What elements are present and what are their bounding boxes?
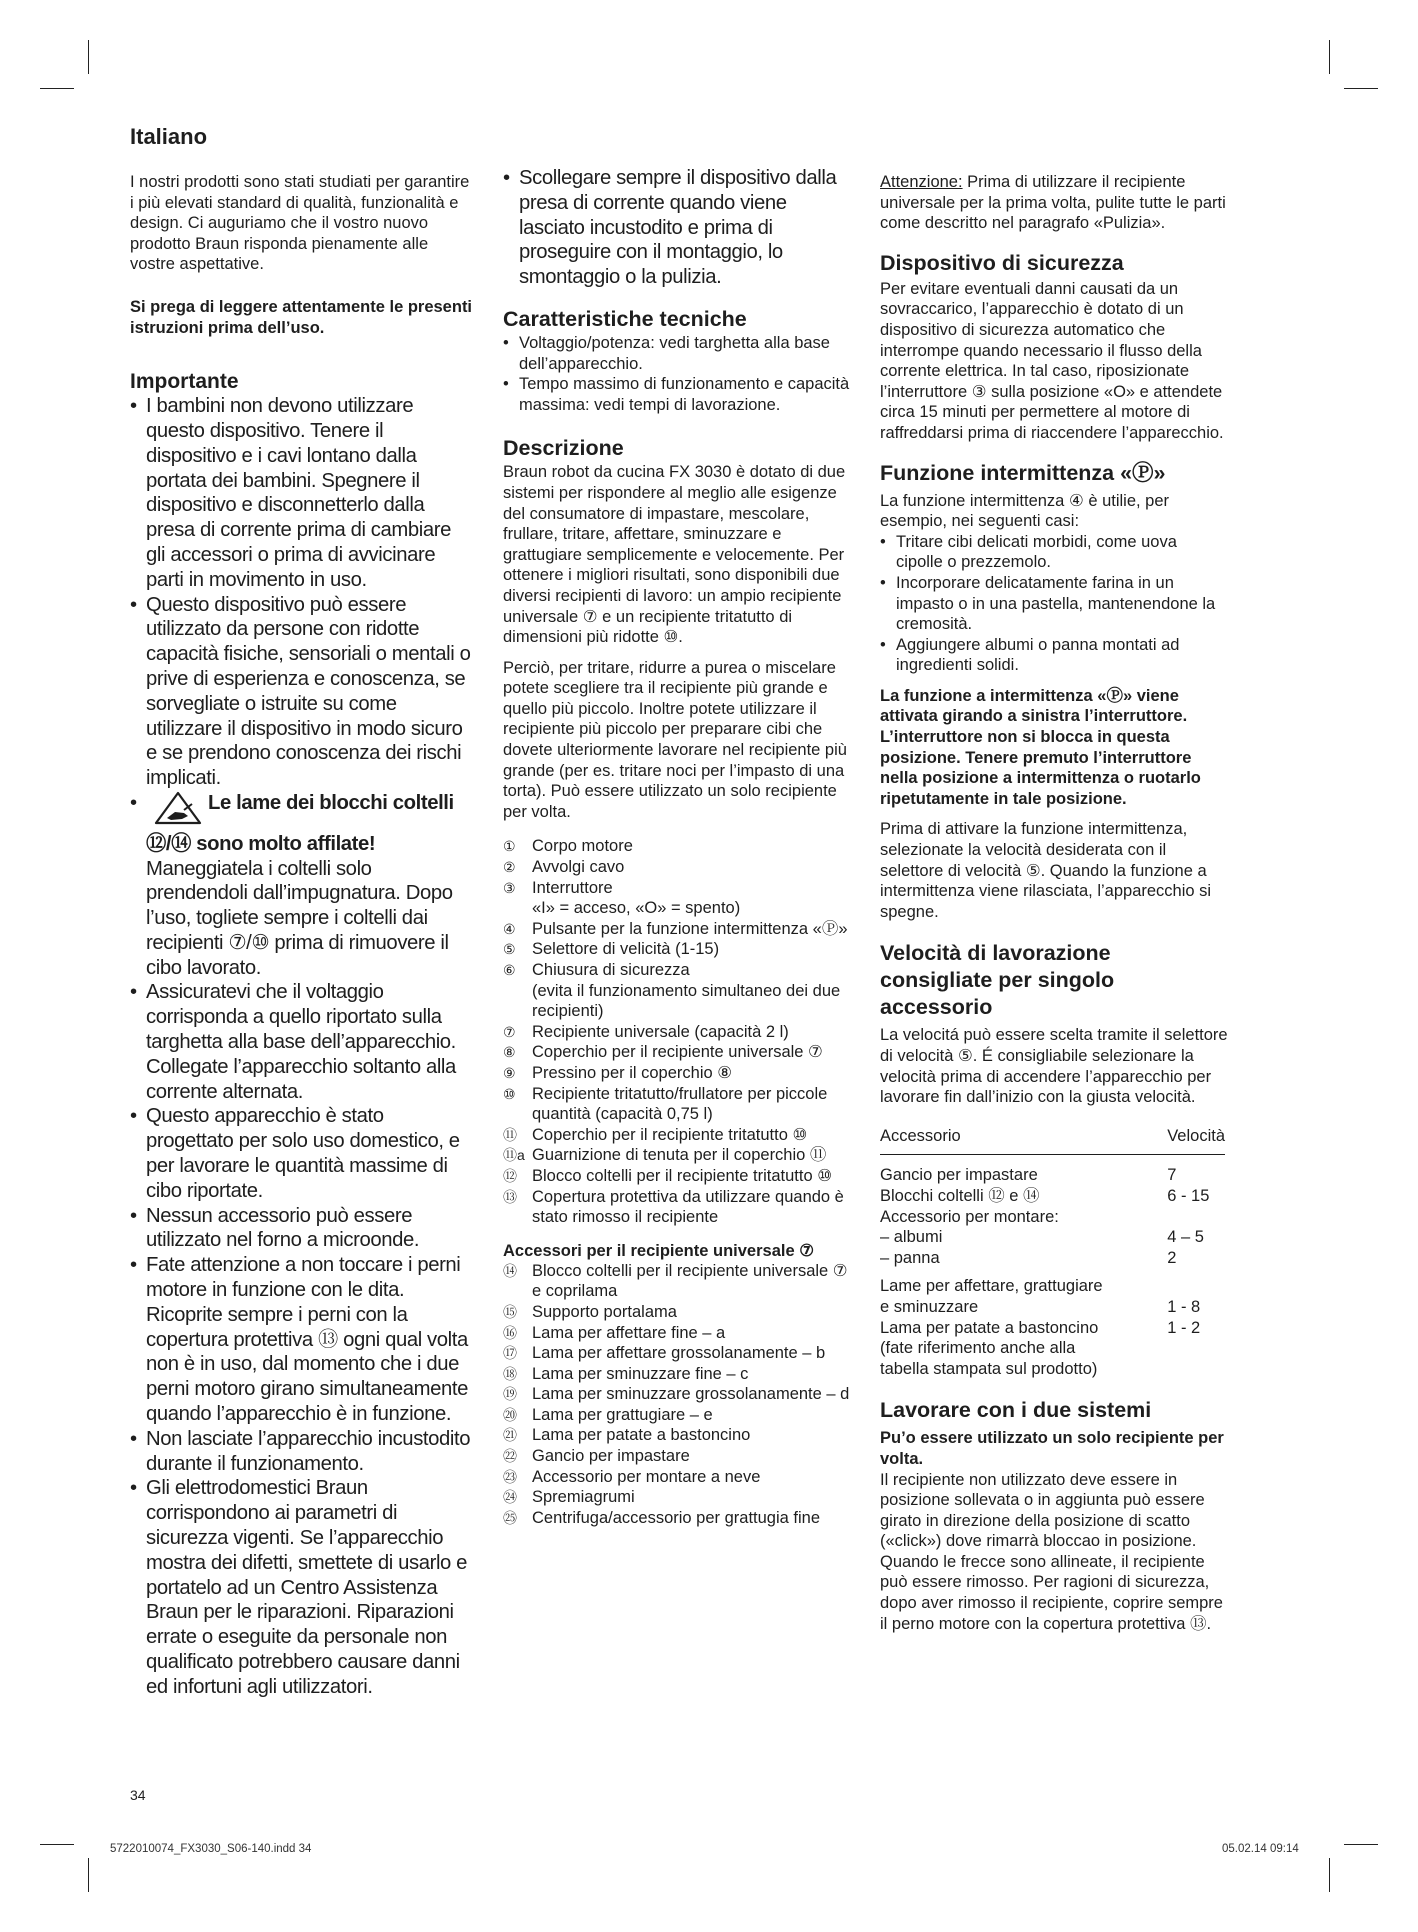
list-item: • Assicuratevi che il voltaggio corrisponda a quello riportato sulla targhetta alla base dell’apparecchio. Collegate l’apparecchio soltanto alla corrente alternata.: [130, 980, 475, 1104]
two-systems-bold: Pu’o essere utilizzato un solo recipiente per volta.: [880, 1429, 1224, 1468]
table-row: – panna 2: [880, 1248, 1177, 1267]
list-item: • Tempo massimo di funzionamento e capacità massima: vedi tempi di lavorazione.: [503, 374, 851, 415]
accessory-item: ⑳ Lama per grattugiare – e: [503, 1405, 713, 1424]
accessory-item: ㉒ Gancio per impastare: [503, 1447, 690, 1466]
column-2: [503, 166, 851, 1528]
part-item: ⑬ Copertura protettiva da utilizzare quando è stato rimosso il recipiente: [503, 1187, 844, 1227]
part-item: ⑤ Selettore di velicità (1-15): [503, 940, 720, 959]
crop-mark: [40, 1844, 74, 1845]
slug-file: 5722010074_FX3030_S06-140.indd 34: [110, 1843, 312, 1855]
attention-label: Attenzione:: [880, 173, 963, 191]
accessory-item: ㉑ Lama per patate a bastoncino: [503, 1426, 751, 1445]
accessory-item: ㉕ Centrifuga/accessorio per grattugia fine: [503, 1508, 820, 1527]
accessory-item: ⑱ Lama per sminuzzare fine – c: [503, 1364, 749, 1383]
read-notice: Si prega di leggere attentamente le presenti istruzioni prima dell’uso.: [130, 297, 473, 337]
list-item: • Tritare cibi delicati morbidi, come uova cipolle o prezzemolo.: [880, 532, 1228, 573]
important-heading: Importante: [130, 370, 239, 394]
part-item: «I» = acceso, «O» = spento): [532, 899, 741, 918]
safety-heading: Dispositivo di sicurezza: [880, 250, 1124, 275]
slug-date: 05.02.14 09:14: [1222, 1843, 1299, 1855]
crop-mark: [88, 1858, 89, 1892]
table-row: Gancio per impastare 7: [880, 1166, 1177, 1185]
accessory-item: ㉔ Spremiagrumi: [503, 1488, 635, 1507]
description-heading: Descrizione: [503, 436, 624, 461]
tech-heading: Caratteristiche tecniche: [503, 306, 747, 331]
list-item: • Fate attenzione a non toccare i perni motore in funzione con le dita. Ricoprite sempre i perni con la copertura protettiva ⑬ ogni qual volta non è in uso, dal momento che i due perni motoro girano simultaneamente quando l’apparecchio è in funzione.: [130, 1253, 475, 1427]
page-number: 34: [130, 1787, 146, 1803]
pulse-heading: Funzione intermittenza «Ⓟ»: [880, 460, 1166, 485]
part-item: ⑪ Coperchio per il recipiente tritatutto ⑩: [503, 1125, 808, 1144]
crop-mark: [88, 40, 89, 74]
crop-mark: [1329, 40, 1330, 74]
tech-list: [503, 333, 851, 415]
safety-text: Per evitare eventuali danni causati da un sovraccarico, l’apparecchio è dotato di un dispositivo di sicurezza automatico che interrompe quando necessario il flusso della corrente elettrica. In tal caso, riposizionate l’interruttore ③ sulla posizione «O» e attendete circa 15 minuti per permettere al motore di raffreddarsi prima di riaccendere l’apparecchio.: [880, 279, 1224, 442]
table-row: Accessorio per montare:: [880, 1207, 1059, 1226]
list-item: • Incorporare delicatamente farina in un impasto o in una pastella, mantenendone la cremosità.: [880, 573, 1228, 635]
list-item: • Questo apparecchio è stato progettato per solo uso domestico, e per lavorare le quantità massime di cibo riportate.: [130, 1104, 475, 1203]
part-item: ⑦ Recipiente universale (capacità 2 l): [503, 1022, 789, 1041]
crop-mark: [1344, 1844, 1378, 1845]
important-list: [130, 394, 475, 1699]
part-item: ② Avvolgi cavo: [503, 858, 625, 877]
list-item: • Aggiungere albumi o panna montati ad ingredienti solidi.: [880, 635, 1228, 676]
accessory-item: ⑲ Lama per sminuzzare grossolanamente – d: [503, 1385, 850, 1404]
attention-note: Attenzione: Prima di utilizzare il recipiente universale per la prima volta, pulite tutte le parti come descritto nel paragrafo «Pulizia».: [880, 173, 1226, 233]
description-text-2: Perciò, per tritare, ridurre a purea o miscelare potete scegliere tra il recipiente più grande e quello più piccolo. Inoltre potete utilizzare il recipiente più piccolo per preparare cibi che dovete ulteriormente lavorare nel recipiente più grande (per es. tritare noci per l’impasto di una torta). Può essere utilizzato un solo recipiente per volta.: [503, 658, 847, 821]
column-1: [130, 172, 475, 1700]
blade-warning-text: Maneggiatela i coltelli solo prendendoli dall’impugnatura. Dopo l’uso, togliete sempre i coltelli dai recipienti ⑦/⑩ prima di rimuovere il cibo lavorato.: [146, 857, 453, 979]
crop-mark: [40, 88, 74, 89]
part-item: ⑩ Recipiente tritatutto/frullatore per piccole quantità (capacità 0,75 l): [503, 1084, 828, 1124]
accessory-item: ⑰ Lama per affettare grossolanamente – b: [503, 1344, 826, 1363]
table-row: – albumi 4 – 5: [880, 1228, 1204, 1247]
crop-mark: [1329, 1858, 1330, 1892]
crop-mark: [1344, 88, 1378, 89]
list-item: • Non lasciate l’apparecchio incustodito durante il funzionamento.: [130, 1427, 475, 1477]
description-text: Braun robot da cucina FX 3030 è dotato di due sistemi per rispondere al meglio alle esigenze del consumatore di impastare, mescolare, frullare, tritare, affettare, sminuzzare e grattugiare semplicemente e velocemente. Per ottenere i migliori risultati, sono disponibili due diversi recipienti di lavoro: un ampio recipiente universale ⑦ e un recipiente tritatutto di dimensioni più ridotte ⑩.: [503, 463, 846, 647]
two-systems-text: Il recipiente non utilizzato deve essere in posizione sollevata o in aggiunta può essere girato in direzione della posizione di scatto («click») dove rimarrà bloccao in posizione. Quando le frecce sono allineate, il recipiente può essere rimosso. Per ragioni di sicurezza, dopo aver rimosso il recipiente, coprire sempre il perno motore con la copertura protettiva ⑬.: [880, 1470, 1223, 1633]
part-item: ⑨ Pressino per il coperchio ⑧: [503, 1063, 733, 1082]
speed-table: [880, 1126, 1225, 1380]
column-3: [880, 172, 1228, 1634]
part-item: (evita il funzionamento simultaneo dei due recipienti): [532, 981, 841, 1021]
accessory-item: ㉓ Accessorio per montare a neve: [503, 1467, 761, 1486]
table-row: Blocchi coltelli ⑫ e ⑭ 6 - 15: [880, 1186, 1210, 1205]
language-heading: Italiano: [130, 124, 208, 149]
pulse-bold-note: La funzione a intermittenza «Ⓟ» viene attivata girando a sinistra l’interruttore. L’interruttore non si blocca in questa posizione. Tenere premuto l’interruttore nella posizione a intermittenza o ruotarlo ripetutamente in tale posizione.: [880, 686, 1201, 808]
part-item: ⑫ Blocco coltelli per il recipiente tritatutto ⑩: [503, 1166, 833, 1185]
two-systems-heading: Lavorare con i due sistemi: [880, 1398, 1152, 1423]
list-item: • Voltaggio/potenza: vedi targhetta alla base dell’apparecchio.: [503, 333, 851, 374]
pulse-intro: La funzione intermittenza ④ è utilie, per esempio, nei seguenti casi:: [880, 491, 1170, 531]
accessory-item: ⑮ Supporto portalama: [503, 1302, 677, 1321]
table-header: [880, 1126, 1225, 1155]
intro-text: I nostri prodotti sono stati studiati per garantire i più elevati standard di qualità, funzionalità e design. Ci auguriamo che il vostro nuovo prodotto Braun risponda pienamente alle vostre aspettative.: [130, 173, 470, 274]
list-item: • Scollegare sempre il dispositivo dalla presa di corrente quando viene lasciato incustodito e prima di proseguire con il montaggio, lo smontaggio o la pulizia.: [503, 166, 851, 290]
part-item: ⑧ Coperchio per il recipiente universale ⑦: [503, 1043, 823, 1062]
accessory-item: ⑯ Lama per affettare fine – a: [503, 1323, 726, 1342]
list-item: • Gli elettrodomestici Braun corrispondono ai parametri di sicurezza vigenti. Se l’apparecchio mostra dei difetti, smettete di usarlo e portatelo ad un Centro Assistenza Braun per le riparazioni. Riparazioni errate o eseguite da personale non qualificato potrebbero causare danni ed infortuni agli utilizzatori.: [130, 1476, 475, 1699]
part-item: ④ Pulsante per la funzione intermittenza «Ⓟ»: [503, 919, 848, 938]
part-item: ③ Interruttore: [503, 878, 613, 897]
accessories-heading: Accessori per il recipiente universale ⑦: [503, 1241, 815, 1260]
list-item: • I bambini non devono utilizzare questo dispositivo. Tenere il dispositivo e i cavi lontano dalla portata dei bambini. Spegnere il dispositivo e disconnetterlo dalla presa di corrente prima di cambiare gli accessori o prima di avvicinare parti in movimento in uso.: [130, 394, 475, 592]
table-row: (fate riferimento anche alla tabella stampata sul prodotto): [880, 1339, 1098, 1378]
table-head-accessory: Accessorio: [880, 1126, 1167, 1155]
speed-heading: Velocità di lavorazione consigliate per singolo accessorio: [880, 941, 1115, 1020]
part-item: ① Corpo motore: [503, 837, 633, 856]
unplug-list: [503, 166, 851, 290]
part-item: ⑪a Guarnizione di tenuta per il coperchio ⑪: [503, 1146, 827, 1165]
table-head-speed: Velocità: [1167, 1126, 1225, 1155]
hand-warning-icon: [154, 791, 202, 832]
list-item: • Questo dispositivo può essere utilizzato da persone con ridotte capacità fisiche, sensoriali o mentali o prive di esperienza e conoscenza, se sorvegliate o istruite su come utilizzare il dispositivo in modo sicuro e se prendono conoscenza dei rischi implicati.: [130, 593, 475, 791]
parts-list: [503, 836, 851, 1227]
table-row: e sminuzzare 1 - 8: [880, 1297, 1201, 1316]
table-row: Lama per patate a bastoncino 1 - 2: [880, 1318, 1201, 1337]
accessories-list: [503, 1261, 851, 1529]
table-row: Lame per affettare, grattugiare: [880, 1277, 1103, 1296]
accessory-item: ⑭ Blocco coltelli per il recipiente universale ⑦ e coprilama: [503, 1261, 848, 1301]
pulse-text-2: Prima di attivare la funzione intermittenza, selezionate la velocità desiderata con il selettore di velocità ⑤. Quando la funzione a intermittenza viene rilasciata, l’apparecchio si spegne.: [880, 820, 1212, 921]
list-item: [130, 791, 475, 981]
blade-warning-title: Le lame dei blocchi coltelli ⑫/⑭ sono molto affilate!: [146, 791, 454, 855]
speed-text: La velocitá può essere scelta tramite il selettore di velocità ⑤. É consigliabile selezionare la velocità prima di accendere l’apparecchio per lavorare fin dall’inizio con la giusta velocità.: [880, 1026, 1228, 1107]
list-item: • Nessun accessorio può essere utilizzato nel forno a microonde.: [130, 1204, 475, 1254]
part-item: ⑥ Chiusura di sicurezza: [503, 961, 690, 980]
pulse-list: [880, 532, 1228, 676]
